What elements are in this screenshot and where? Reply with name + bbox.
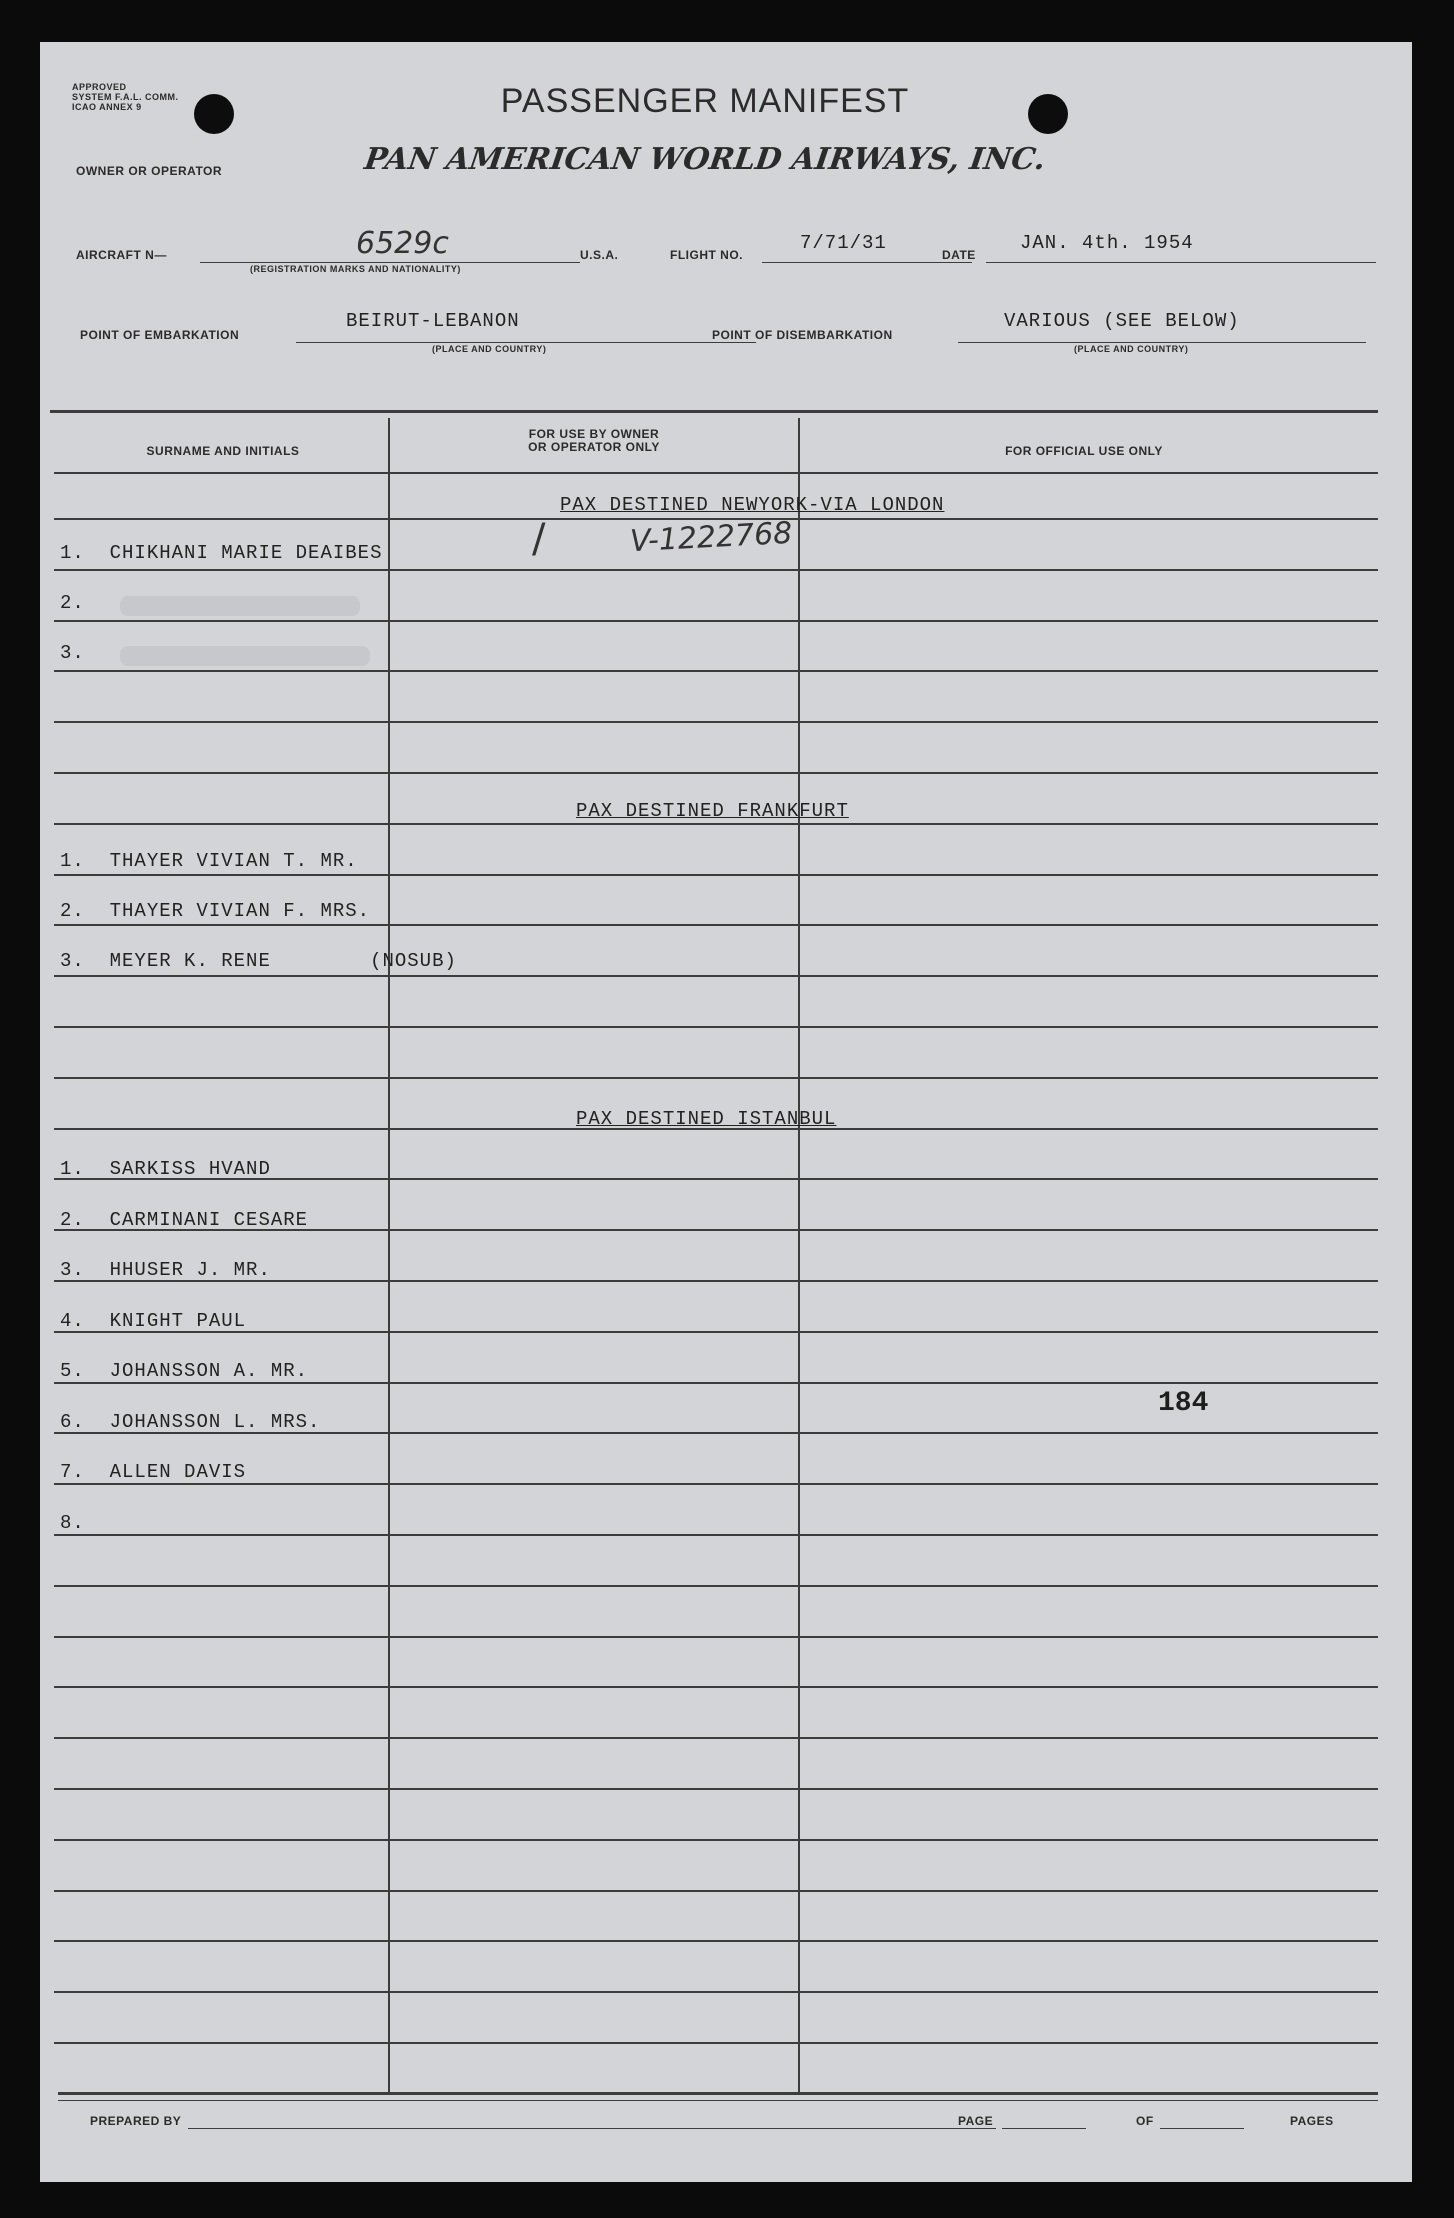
date-value: JAN. 4th. 1954	[1020, 232, 1194, 254]
pages-label: PAGES	[1290, 2114, 1334, 2128]
passenger-name: HHUSER J. MR.	[109, 1259, 271, 1281]
owner-use-line: FOR USE BY OWNER	[528, 427, 660, 441]
passenger-row: 2. THAYER VIVIAN F. MRS.	[60, 900, 371, 922]
ruled-line	[54, 924, 1378, 926]
group-heading-istanbul: PAX DESTINED ISTANBUL	[576, 1108, 837, 1130]
passenger-name: SARKISS HVAND	[109, 1158, 271, 1180]
ruled-line	[54, 823, 1378, 825]
page-title: PASSENGER MANIFEST	[500, 82, 910, 120]
handwritten-checkmark: /	[532, 516, 546, 562]
column-header-surname: SURNAME AND INITIALS	[146, 444, 300, 458]
approval-line: APPROVED	[72, 82, 127, 92]
ruled-line	[54, 975, 1378, 977]
official-stamp-number: 184	[1158, 1388, 1209, 1419]
passenger-row: 5. JOHANSSON A. MR.	[60, 1360, 309, 1382]
aircraft-label: AIRCRAFT N—	[76, 248, 167, 262]
manifest-sheet	[40, 42, 1412, 2182]
ruled-line	[54, 1026, 1378, 1028]
redaction-blur	[120, 596, 360, 616]
ruled-line	[54, 670, 1378, 672]
ruled-line	[54, 1534, 1378, 1536]
ruled-line	[54, 569, 1378, 571]
ruled-line	[54, 1585, 1378, 1587]
passenger-row: 1. THAYER VIVIAN T. MR.	[60, 850, 358, 872]
ruled-line	[54, 1737, 1378, 1739]
ruled-line	[54, 620, 1378, 622]
passenger-row: 8.	[60, 1511, 85, 1534]
passenger-row: 2. CARMINANI CESARE	[60, 1208, 309, 1231]
embarkation-label: POINT OF EMBARKATION	[80, 328, 240, 342]
passenger-row: 2.	[60, 592, 85, 614]
passenger-name: ALLEN DAVIS	[109, 1461, 247, 1483]
approval-line: ICAO ANNEX 9	[72, 102, 142, 112]
owner-label: OWNER OR OPERATOR	[76, 164, 223, 178]
passenger-row: 3. HHUSER J. MR.	[60, 1259, 271, 1281]
disembarkation-value: VARIOUS (SEE BELOW)	[1004, 310, 1240, 332]
ruled-line	[54, 2042, 1378, 2044]
place-caption-disembark: (PLACE AND COUNTRY)	[1074, 344, 1189, 354]
passenger-row: 1. SARKISS HVAND	[60, 1158, 271, 1180]
flight-no-value: 7/71/31	[800, 232, 887, 254]
passenger-name: CHIKHANI MARIE DEAIBES	[109, 542, 383, 564]
prepared-by-label: PREPARED BY	[90, 2114, 182, 2128]
passenger-row: 1. CHIKHANI MARIE DEAIBES	[60, 542, 383, 564]
flight-no-label: FLIGHT NO.	[670, 248, 743, 262]
passenger-name: MEYER K. RENE (NOSUB)	[109, 950, 457, 972]
ruled-line	[54, 721, 1378, 723]
approval-block	[72, 82, 192, 112]
disembarkation-label: POINT OF DISEMBARKATION	[712, 328, 893, 342]
punch-hole-left	[194, 94, 234, 134]
of-label: OF	[1136, 2114, 1154, 2128]
ruled-line	[54, 1077, 1378, 1079]
handwritten-number: V-1222768	[629, 515, 794, 560]
group-heading-new-york: PAX DESTINED NEWYORK-VIA LONDON	[560, 494, 945, 516]
airline-name: PAN AMERICAN WORLD AIRWAYS, INC.	[362, 142, 1048, 177]
passenger-name: KNIGHT PAUL	[109, 1309, 247, 1332]
ruled-line	[54, 1686, 1378, 1688]
column-header-owner-use	[390, 428, 798, 454]
registration-caption: (REGISTRATION MARKS AND NATIONALITY)	[250, 264, 461, 274]
ruled-line	[54, 874, 1378, 876]
passenger-name: JOHANSSON L. MRS.	[109, 1410, 321, 1433]
passenger-name: JOHANSSON A. MR.	[109, 1360, 309, 1382]
passenger-row: 3. MEYER K. RENE (NOSUB)	[60, 950, 457, 972]
passenger-row: 4. KNIGHT PAUL	[60, 1309, 247, 1332]
passenger-row: 6. JOHANSSON L. MRS.	[60, 1410, 321, 1433]
country-label: U.S.A.	[580, 248, 619, 262]
ruled-line	[54, 1839, 1378, 1841]
approval-line: SYSTEM F.A.L. COMM.	[72, 92, 179, 102]
ruled-line	[54, 1483, 1378, 1485]
embarkation-value: BEIRUT-LEBANON	[346, 310, 520, 332]
ruled-line	[54, 472, 1378, 474]
passenger-name: CARMINANI CESARE	[109, 1208, 309, 1231]
ruled-line	[54, 1890, 1378, 1892]
ruled-line	[54, 1636, 1378, 1638]
aircraft-value: 6529c	[356, 226, 449, 261]
ruled-line	[54, 1788, 1378, 1790]
passenger-row: 7. ALLEN DAVIS	[60, 1461, 247, 1483]
owner-use-line: OR OPERATOR ONLY	[528, 440, 660, 454]
passenger-row: 3.	[60, 642, 85, 664]
ruled-line	[54, 1940, 1378, 1942]
ruled-line	[54, 772, 1378, 774]
group-heading-frankfurt: PAX DESTINED FRANKFURT	[576, 800, 849, 822]
date-label: DATE	[942, 248, 976, 262]
ruled-line	[54, 1991, 1378, 1993]
redaction-blur	[120, 646, 370, 666]
ruled-line	[54, 1382, 1378, 1384]
passenger-name: THAYER VIVIAN F. MRS.	[109, 900, 371, 922]
place-caption-embark: (PLACE AND COUNTRY)	[432, 344, 547, 354]
ruled-line	[54, 1331, 1378, 1333]
passenger-name: THAYER VIVIAN T. MR.	[109, 850, 358, 872]
column-header-official-use: FOR OFFICIAL USE ONLY	[1005, 444, 1163, 458]
page-label: PAGE	[958, 2114, 994, 2128]
